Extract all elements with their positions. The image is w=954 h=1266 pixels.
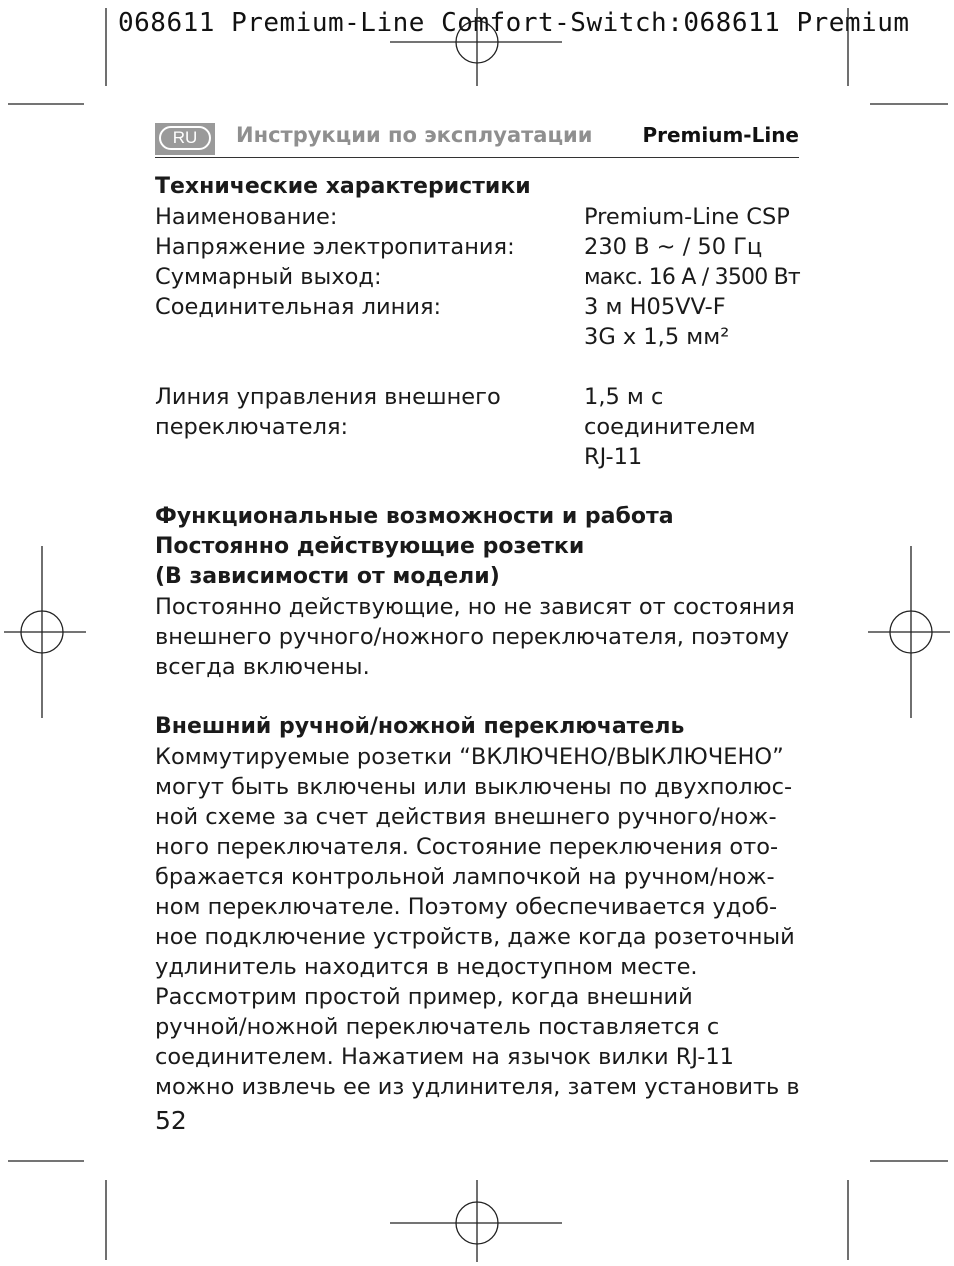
spec-label: Наименование:: [155, 204, 338, 230]
spec-label: [155, 352, 584, 382]
paragraph-line: могут быть включены или выключены по двухполюс-: [155, 774, 793, 800]
registration-mark-top: [390, 8, 562, 86]
specs-row: [155, 202, 800, 232]
registration-mark-left: [4, 546, 86, 718]
spec-label: Линия управления внешнего: [155, 384, 501, 410]
spec-value: RJ-11: [584, 444, 643, 470]
language-badge: [155, 123, 215, 155]
spec-value: 3 м H05VV-F: [584, 294, 726, 320]
specs-row: [155, 322, 800, 352]
registration-mark-bottom: [390, 1180, 562, 1262]
specs-heading: Технические характеристики: [155, 174, 531, 199]
specs-row: [155, 262, 800, 292]
paragraph-line: ного переключателя. Состояние переключения ото-: [155, 834, 779, 860]
language-badge-label: RU: [159, 126, 211, 150]
paragraph-line: бражается контрольной лампочкой на ручном/нож-: [155, 864, 775, 890]
page-number: 52: [155, 1106, 187, 1135]
spec-label: переключателя:: [155, 414, 349, 440]
spec-label: Суммарный выход:: [155, 264, 382, 290]
model-dependent-note: (В зависимости от модели): [155, 564, 500, 589]
external-switch-heading: Внешний ручной/ножной переключатель: [155, 714, 685, 739]
printer-slug-line: 068611 Premium-Line Comfort-Switch:068611 Premium: [118, 8, 910, 38]
paragraph-line: Коммутируемые розетки “ВКЛЮЧЕНО/ВЫКЛЮЧЕНО”: [155, 744, 784, 770]
page-header: [155, 119, 799, 158]
spec-value: соединителем: [584, 414, 756, 440]
paragraph-line: соединителем. Нажатием на язычок вилки RJ-11: [155, 1044, 734, 1070]
spec-label: Соединительная линия:: [155, 294, 442, 320]
paragraph-line: ное подключение устройств, даже когда розеточный: [155, 924, 795, 950]
functions-heading: Функциональные возможности и работа: [155, 504, 674, 529]
paragraph-line: ручной/ножной переключатель поставляется с: [155, 1014, 720, 1040]
specs-row: [155, 412, 800, 442]
spec-value: Premium-Line CSP: [584, 204, 790, 230]
spec-value: макс. 16 А / 3500 Вт: [584, 264, 800, 290]
paragraph-line: Рассмотрим простой пример, когда внешний: [155, 984, 693, 1010]
paragraph-line: ном переключателе. Поэтому обеспечивается удоб-: [155, 894, 778, 920]
paragraph-line: всегда включены.: [155, 654, 370, 680]
spec-value: [584, 352, 800, 382]
paragraph-line: можно извлечь ее из удлинителя, затем установить в: [155, 1074, 800, 1100]
specs-row: [155, 442, 800, 472]
spec-label: Напряжение электропитания:: [155, 234, 515, 260]
header-brand: Premium-Line: [642, 123, 799, 147]
spec-label: [155, 442, 584, 472]
paragraph-line: ной схеме за счет действия внешнего ручного/нож-: [155, 804, 777, 830]
specs-row: [155, 352, 800, 382]
paragraph-line: внешнего ручного/ножного переключателя, поэтому: [155, 624, 790, 650]
page-content: [155, 172, 800, 1102]
header-title: Инструкции по эксплуатации: [236, 123, 593, 147]
crop-mark-top-left: [8, 8, 106, 104]
specs-row: [155, 292, 800, 322]
spec-value: 3G x 1,5 мм²: [584, 324, 730, 350]
permanent-sockets-heading: Постоянно действующие розетки: [155, 534, 585, 559]
spec-label: [155, 322, 584, 352]
spec-value: 1,5 м с: [584, 384, 664, 410]
spec-value: 230 В ~ / 50 Гц: [584, 234, 763, 260]
paragraph-line: удлинитель находится в недоступном месте.: [155, 954, 698, 980]
crop-mark-top-right: [848, 8, 948, 104]
specs-table: [155, 202, 800, 472]
specs-row: [155, 382, 800, 412]
section-gap: [155, 472, 800, 502]
paragraph-line: Постоянно действующие, но не зависят от состояния: [155, 594, 795, 620]
section-gap: [155, 682, 800, 712]
registration-mark-right: [868, 546, 950, 718]
crop-mark-bottom-right: [848, 1161, 948, 1260]
crop-mark-bottom-left: [8, 1161, 106, 1260]
specs-row: [155, 232, 800, 262]
